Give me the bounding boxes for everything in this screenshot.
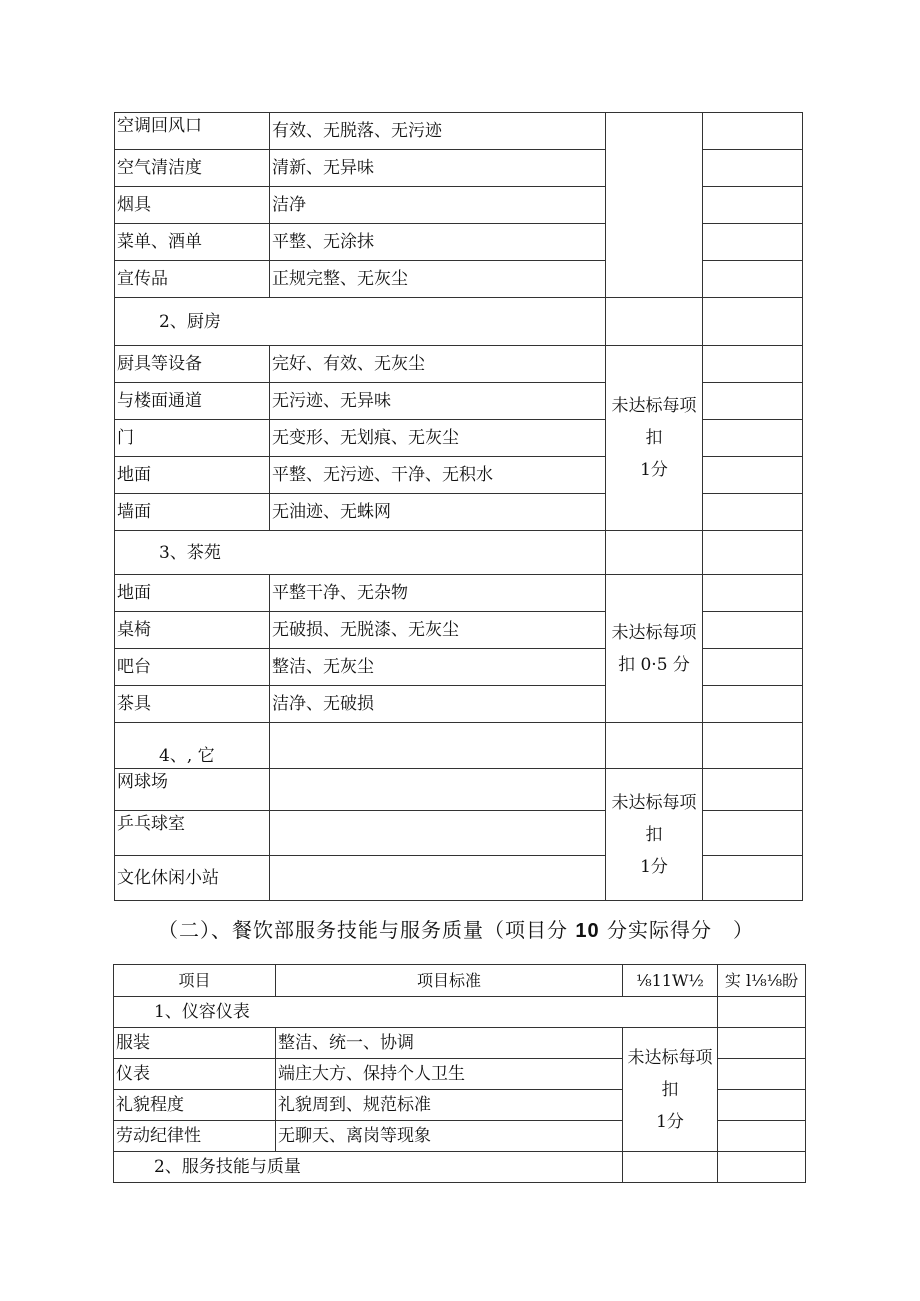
deduction-line: 扣 xyxy=(645,824,663,845)
standard-cell: 清新、无异味 xyxy=(270,150,606,187)
deduction-line: 扣 xyxy=(645,428,663,448)
item-cell: 厨具等设备 xyxy=(115,346,270,383)
item-cell: 服装 xyxy=(114,1028,276,1059)
score-cell xyxy=(703,686,803,723)
item-cell: 与楼面通道 xyxy=(115,383,270,420)
score-cell xyxy=(703,856,803,901)
section-title-number: 10 xyxy=(575,920,600,942)
deduction-rule-tea xyxy=(606,575,703,723)
item-cell: 空调回风口 xyxy=(115,113,270,150)
standard-cell: 无污迹、无异味 xyxy=(270,383,606,420)
score-cell xyxy=(703,769,803,811)
deduction-line: 未达标每项 xyxy=(611,622,697,643)
standard-cell: 洁净 xyxy=(270,187,606,224)
score-cell xyxy=(703,811,803,856)
deduction-line: 1分 xyxy=(640,460,668,480)
score-cell xyxy=(703,261,803,298)
standard-cell: 端庄大方、保持个人卫生 xyxy=(276,1059,623,1090)
section-heading-service: 2、服务技能与质量 xyxy=(114,1152,623,1183)
standard-cell: 整洁、无灰尘 xyxy=(270,649,606,686)
standard-cell: 完好、有效、无灰尘 xyxy=(270,346,606,383)
standard-cell xyxy=(270,856,606,901)
item-cell: 地面 xyxy=(115,575,270,612)
score-cell xyxy=(703,457,803,494)
header-standard: 项目标准 xyxy=(276,965,623,997)
score-cell xyxy=(703,187,803,224)
header-item: 项目 xyxy=(114,965,276,997)
standard-cell: 有效、无脱落、无污迹 xyxy=(270,113,606,150)
section-title-suffix: 分实际得分 ） xyxy=(599,918,754,942)
score-cell xyxy=(703,420,803,457)
item-cell: 地面 xyxy=(115,457,270,494)
header-score: 实 l⅛⅛盼 xyxy=(718,965,806,997)
standard-cell: 无聊天、离岗等现象 xyxy=(276,1121,623,1152)
item-cell: 宣传品 xyxy=(115,261,270,298)
item-cell: 菜单、酒单 xyxy=(115,224,270,261)
score-cell xyxy=(718,1152,806,1183)
section-heading-kitchen: 2、厨房 xyxy=(115,298,606,346)
standard-cell: 整洁、统一、协调 xyxy=(276,1028,623,1059)
standard-cell: 正规完整、无灰尘 xyxy=(270,261,606,298)
score-cell xyxy=(703,150,803,187)
score-cell xyxy=(703,494,803,531)
deduction-line: 扣 0·5 分 xyxy=(618,654,690,675)
standard-cell: 洁净、无破损 xyxy=(270,686,606,723)
deduction-rule-other xyxy=(606,769,703,901)
deduction-cell xyxy=(606,113,703,298)
section-title xyxy=(158,914,754,943)
standard-cell xyxy=(270,811,606,856)
service-quality-table xyxy=(113,964,806,1183)
score-cell xyxy=(703,531,803,575)
header-deduction: ⅛11W½ xyxy=(623,965,718,997)
standard-cell: 无变形、无划痕、无灰尘 xyxy=(270,420,606,457)
deduction-rule-appearance xyxy=(623,1028,718,1152)
deduction-rule-kitchen xyxy=(606,346,703,531)
standard-cell: 平整、无涂抹 xyxy=(270,224,606,261)
item-cell: 门 xyxy=(115,420,270,457)
score-cell xyxy=(718,1121,806,1152)
inspection-table-1 xyxy=(114,112,803,901)
deduction-line: 未达标每项 xyxy=(627,1047,713,1068)
score-cell xyxy=(703,575,803,612)
item-cell: 茶具 xyxy=(115,686,270,723)
standard-cell: 平整干净、无杂物 xyxy=(270,575,606,612)
section-heading-other: 4、, 它 xyxy=(115,723,270,769)
deduction-cell xyxy=(606,531,703,575)
section-heading-tea: 3、茶苑 xyxy=(115,531,606,575)
item-cell: 桌椅 xyxy=(115,612,270,649)
score-cell xyxy=(703,298,803,346)
standard-cell: 礼貌周到、规范标准 xyxy=(276,1090,623,1121)
deduction-line: 未达标每项 xyxy=(611,792,697,813)
item-cell: 网球场 xyxy=(115,769,270,811)
standard-cell: 无油迹、无蛛网 xyxy=(270,494,606,531)
deduction-line: 1分 xyxy=(640,856,668,877)
standard-cell: 平整、无污迹、干净、无积水 xyxy=(270,457,606,494)
score-cell xyxy=(703,224,803,261)
score-cell xyxy=(703,383,803,420)
score-cell xyxy=(718,1090,806,1121)
item-cell: 文化休闲小站 xyxy=(115,856,270,901)
score-cell xyxy=(703,113,803,150)
item-cell: 吧台 xyxy=(115,649,270,686)
score-cell xyxy=(703,649,803,686)
score-cell xyxy=(703,612,803,649)
section-heading-appearance: 1、仪容仪表 xyxy=(114,997,718,1028)
standard-cell xyxy=(270,769,606,811)
section-title-prefix: （二）、餐饮部服务技能与服务质量（项目分 xyxy=(158,918,576,942)
standard-cell xyxy=(270,723,606,769)
score-cell xyxy=(703,723,803,769)
deduction-cell xyxy=(606,723,703,769)
score-cell xyxy=(718,1059,806,1090)
item-cell: 礼貌程度 xyxy=(114,1090,276,1121)
item-cell: 仪表 xyxy=(114,1059,276,1090)
deduction-line: 扣 xyxy=(661,1079,679,1100)
standard-cell: 无破损、无脱漆、无灰尘 xyxy=(270,612,606,649)
score-cell xyxy=(718,1028,806,1059)
item-cell: 烟具 xyxy=(115,187,270,224)
item-cell: 空气清洁度 xyxy=(115,150,270,187)
score-cell xyxy=(703,346,803,383)
score-cell xyxy=(718,997,806,1028)
deduction-cell xyxy=(623,1152,718,1183)
item-cell: 墙面 xyxy=(115,494,270,531)
deduction-line: 1分 xyxy=(656,1111,684,1132)
deduction-cell xyxy=(606,298,703,346)
item-cell: 乒乓球室 xyxy=(115,811,270,856)
item-cell: 劳动纪律性 xyxy=(114,1121,276,1152)
deduction-line: 未达标每项 xyxy=(611,396,697,416)
